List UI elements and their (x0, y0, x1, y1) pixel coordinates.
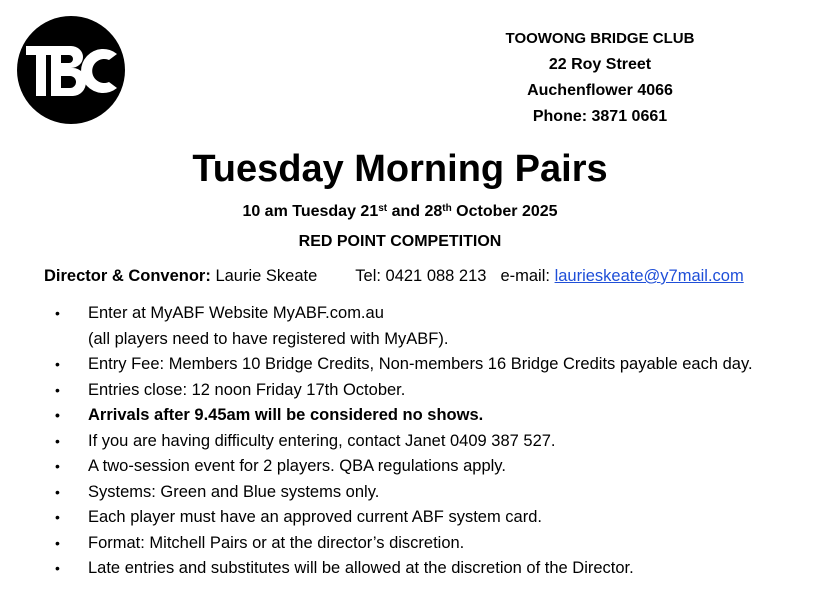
list-item (0, 403, 753, 429)
info-list (0, 301, 753, 582)
director-label: Director & Convenor: (44, 267, 211, 285)
list-item (0, 454, 753, 480)
club-address-street: 22 Roy Street (548, 56, 652, 73)
list-item-text: Arrivals after 9.45am will be considered no shows. (88, 406, 484, 424)
bullet-icon: • (55, 458, 60, 474)
bullet-icon: • (55, 534, 60, 551)
bullet-icon: • (55, 381, 60, 398)
bullet-icon: • (55, 407, 60, 423)
club-name: TOOWONG BRIDGE CLUB (505, 30, 695, 47)
list-item-text: Entry Fee: Members 10 Bridge Credits, Non-members 16 Bridge Credits payable each day. (88, 355, 753, 373)
club-phone: Phone: 3871 0661 (532, 108, 668, 125)
list-item-text: A two-session event for 2 players. QBA regulations apply. (88, 457, 506, 475)
dates-part2: and 28 (387, 203, 443, 220)
bullet-icon: • (55, 483, 60, 500)
list-item (0, 327, 753, 353)
list-item-text: Systems: Green and Blue systems only. (88, 482, 380, 501)
list-item (0, 352, 753, 378)
list-item-text: Entries close: 12 noon Friday 17th October. (88, 380, 406, 399)
club-address-suburb: Auchenflower 4066 (527, 82, 673, 99)
list-item-text: If you are having difficulty entering, contact Janet 0409 387 527. (88, 431, 556, 450)
email-link[interactable]: laurieskeate@y7mail.com (554, 267, 744, 285)
director-line (44, 265, 744, 287)
email-label: e-mail: (500, 267, 555, 285)
list-item-text: (all players need to have registered with MyABF). (88, 329, 449, 348)
director-name: Laurie Skeate (210, 267, 318, 285)
list-item-text: Format: Mitchell Pairs or at the director’s discretion. (88, 533, 465, 552)
bullet-icon: • (55, 560, 60, 576)
list-item (0, 505, 753, 531)
director-tel: Tel: 0421 088 213 (355, 267, 487, 285)
event-dates (0, 201, 800, 223)
list-item-text: Late entries and substitutes will be allowed at the discretion of the Director. (88, 559, 634, 577)
list-item (0, 480, 753, 506)
list-item (0, 378, 753, 404)
club-header (460, 26, 740, 130)
logo-text: TBC (71, 116, 73, 117)
competition-type: RED POINT COMPETITION (298, 233, 502, 250)
dates-sup2: th (442, 203, 452, 214)
bullet-icon: • (55, 432, 60, 449)
dates-part3: October 2025 (451, 203, 558, 220)
bullet-icon: • (55, 305, 60, 321)
tbc-logo (17, 16, 125, 124)
list-item (0, 301, 753, 327)
dates-sup1: st (378, 203, 388, 214)
list-item (0, 556, 753, 582)
list-item-text: Each player must have an approved current ABF system card. (88, 508, 542, 526)
list-item (0, 531, 753, 557)
event-title: Tuesday Morning Pairs (192, 148, 608, 190)
bullet-icon: • (55, 509, 60, 525)
dates-part1: 10 am Tuesday 21 (242, 203, 379, 220)
list-item (0, 429, 753, 455)
bullet-icon: • (55, 356, 60, 372)
list-item-text: Enter at MyABF Website MyABF.com.au (88, 304, 384, 322)
